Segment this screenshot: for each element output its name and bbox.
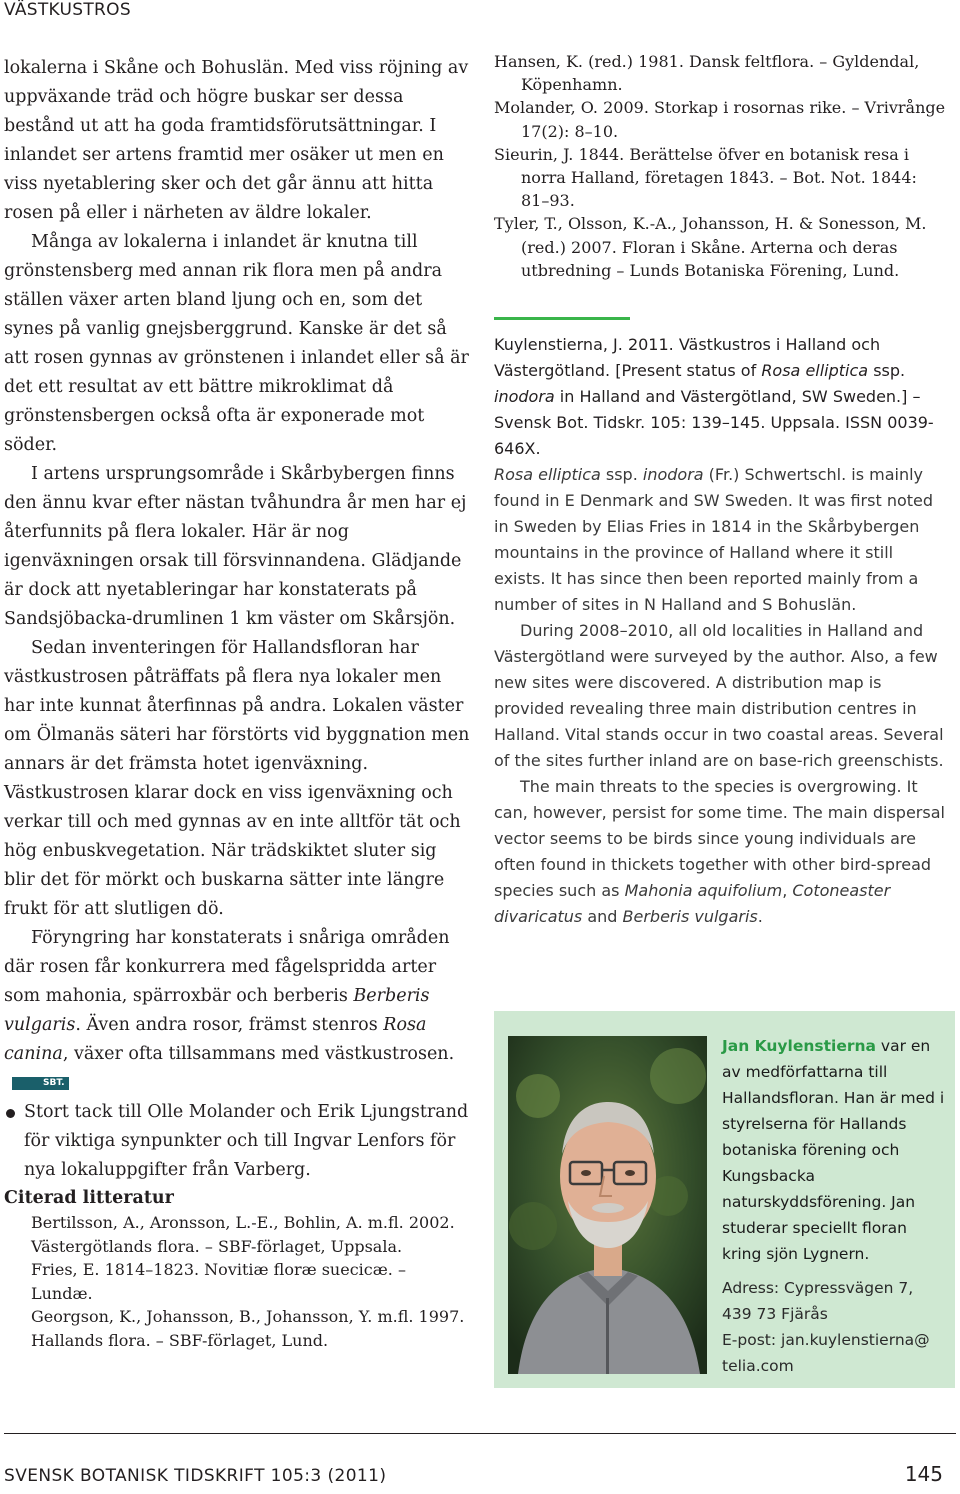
species-name: Rosa elliptica <box>761 361 869 381</box>
species-name: Rosa elliptica <box>494 465 601 485</box>
abstract-text: (Fr.) Schwertschl. is mainly found in E Denmark and SW Sweden. It was first noted in Sweden by Elias Fries in 1814 in the Skårbybergen mountains in the province of Halland where it still exists. It has since then been reported mainly from a number of sites in N Halland and S Bohuslän. <box>494 465 934 615</box>
reference-item: Fries, E. 1814–1823. Novitiæ floræ suecicæ. – Lundæ. <box>31 1260 406 1303</box>
acknowledgements-text: Stort tack till Olle Molander och Erik Ljungstrand för viktiga synpunkter och till Ingvar Lenfors för nya lokaluppgifter från Varberg. <box>24 1102 469 1180</box>
page-number: 145 <box>904 1462 943 1486</box>
section-divider <box>494 317 630 320</box>
reference-item: Bertilsson, A., Aronsson, L.-E., Bohlin, A. m.fl. 2002. Västergötlands flora. – SBF-förlaget, Uppsala. <box>31 1213 455 1256</box>
species-name: inodora <box>494 387 555 407</box>
species-name: Cotoneaster divaricatus <box>494 881 891 927</box>
author-box <box>494 1011 955 1388</box>
abstract-citation <box>494 332 948 462</box>
species-name: Berberis vulgaris <box>4 986 430 1035</box>
abstract-citation-text: Kuylenstierna, J. 2011. Västkustros i Halland och Västergötland. [Present status of <box>494 335 881 381</box>
species-name: Rosa canina <box>4 1015 427 1064</box>
reference-item: Sieurin, J. 1844. Berättelse öfver en botanisk resa i norra Halland, företagen 1843. – Bot. Not. 1844: 81–93. <box>494 144 917 211</box>
abstract-citation-text: ssp. <box>868 361 906 381</box>
reference-item: Molander, O. 2009. Storkap i rosornas rike. – Vrivrånge 17(2): 8–10. <box>494 98 946 141</box>
paragraph-2: Många av lokalerna i inlandet är knutna till grönstensberg med annan rik flora men på andra ställen växer arten bland ljung och en, som det synes på vanlig gnejsberggrund. Kanske är det så att rosen gynnas av grönstenen i inlandet eller så är det ett resultat av ett bättre mikroklimat då grönstensbergen också ofta är exponerade mot söder. <box>4 232 469 455</box>
journal-footer: SVENSK BOTANISK TIDSKRIFT 105:3 (2011) <box>4 1466 387 1486</box>
species-name: inodora <box>642 465 704 485</box>
left-column <box>4 54 470 1352</box>
author-bio <box>722 1033 947 1379</box>
paragraph-5-text: , växer ofta tillsammans med västkustrosen. <box>62 1044 455 1064</box>
reference-item: Georgson, K., Johansson, B., Johansson, Y. m.fl. 1997. Hallands flora. – SBF-förlaget, Lund. <box>31 1307 465 1350</box>
abstract-citation-text: in Halland and Västergötland, SW Sweden.] – Svensk Bot. Tidskr. 105: 139–145. Uppsala. ISSN 0039-646X. <box>494 387 934 459</box>
running-head: VÄSTKUSTROS <box>4 0 131 20</box>
address-line: 439 73 Fjärås <box>722 1305 828 1323</box>
species-name: Mahonia aquifolium <box>624 881 783 901</box>
english-abstract <box>494 332 948 930</box>
abstract-text: ssp. <box>600 465 643 485</box>
author-bio-text: var en av medförfattarna till Hallandsfloran. Han är med i styrelserna för Hallands botaniska förening och Kungsbacka naturskyddsförening. Jan studerar speciellt floran kring sjön Lygnern. <box>722 1037 945 1263</box>
author-photo <box>508 1036 707 1374</box>
paragraph-4: Sedan inventeringen för Hallandsfloran har västkustrosen påträffats på flera nya lokaler men har inte kunnat återfinnas på andra. Lokalen väster om Ölmanäs säteri har förstörts vid byggnation men annars är det främsta hotet igenväxning. Västkustrosen klarar dock en viss igenväxning och verkar till och med gynnas av en inte alltför tät och hög enbuskvegetation. När trädskiktet sluter sig blir det för mörkt och buskarna sätter inte längre frukt för att slutligen dö. <box>4 638 470 919</box>
reference-item: Hansen, K. (red.) 1981. Dansk feltflora. – Gyldendal, Köpenhamn. <box>494 52 920 95</box>
paragraph-1: lokalerna i Skåne och Bohuslän. Med viss röjning av uppväxande träd och högre buskar ser dessa bestånd ut att ha goda framtidsförutsättningar. I inlandet ser artens framtid mer osäker ut men en viss nyetablering sker och det går ännu att hitta rosen på eller i närheten av äldre lokaler. <box>4 58 469 223</box>
author-portrait-icon <box>508 1036 707 1374</box>
abstract-paragraph-2: During 2008–2010, all old localities in Halland and Västergötland were surveyed by the author. Also, a few new sites were discovered. A distribution map is provided revealing three main distribution centres in Halland. Vital stands occur in two coastal areas. Several of the sites further inland are on base-rich greenschists. <box>494 621 944 771</box>
abstract-paragraph-3 <box>494 774 948 930</box>
paragraph-5-text: Föryngring har konstaterats i snåriga områden där rosen får konkurrera med fågelspridda arter som mahonia, spärroxbär och berberis <box>4 928 450 1006</box>
species-name: Berberis vulgaris <box>622 907 758 927</box>
reference-item: Tyler, T., Olsson, K.-A., Johansson, H. & Sonesson, M. (red.) 2007. Floran i Skåne. Arterna och deras utbredning – Lunds Botaniska Förening, Lund. <box>494 214 927 280</box>
author-description <box>722 1033 947 1267</box>
paragraph-5-text: . Även andra rosor, främst stenros <box>75 1015 384 1035</box>
email-line: telia.com <box>722 1357 794 1375</box>
email-line: E-post: jan.kuylenstierna@ <box>722 1331 930 1349</box>
acknowledgements <box>4 1098 470 1185</box>
right-column <box>494 50 948 930</box>
bullet-icon <box>6 1109 15 1118</box>
abstract-text: . <box>757 907 763 927</box>
address-line: Adress: Cypressvägen 7, <box>722 1279 914 1297</box>
abstract-text: , <box>782 881 793 901</box>
paragraph-3: I artens ursprungsområde i Skårbybergen finns den ännu kvar efter nästan tvåhundra år men har ej återfunnits på flera lokaler. Här är nog igenväxningen orsak till försvinnandena. Glädjande är dock att nyetableringar har konstaterats på Sandsjöbacka-drumlinen 1 km väster om Skårsjön. <box>4 464 467 629</box>
paragraph-5 <box>4 924 470 1098</box>
literature-heading: Citerad litteratur <box>4 1188 174 1208</box>
abstract-text: The main threats to the species is overgrowing. It can, however, persist for some time. The main dispersal vector seems to be birds since young individuals are often found in thickets together with other bird-spread species such as <box>494 777 945 901</box>
sbt-logo: SBT. <box>12 1077 69 1090</box>
author-address <box>722 1275 947 1379</box>
abstract-text: and <box>582 907 623 927</box>
footer-divider <box>4 1433 956 1434</box>
author-name: Jan Kuylenstierna <box>722 1037 876 1055</box>
abstract-paragraph-1 <box>494 462 948 618</box>
